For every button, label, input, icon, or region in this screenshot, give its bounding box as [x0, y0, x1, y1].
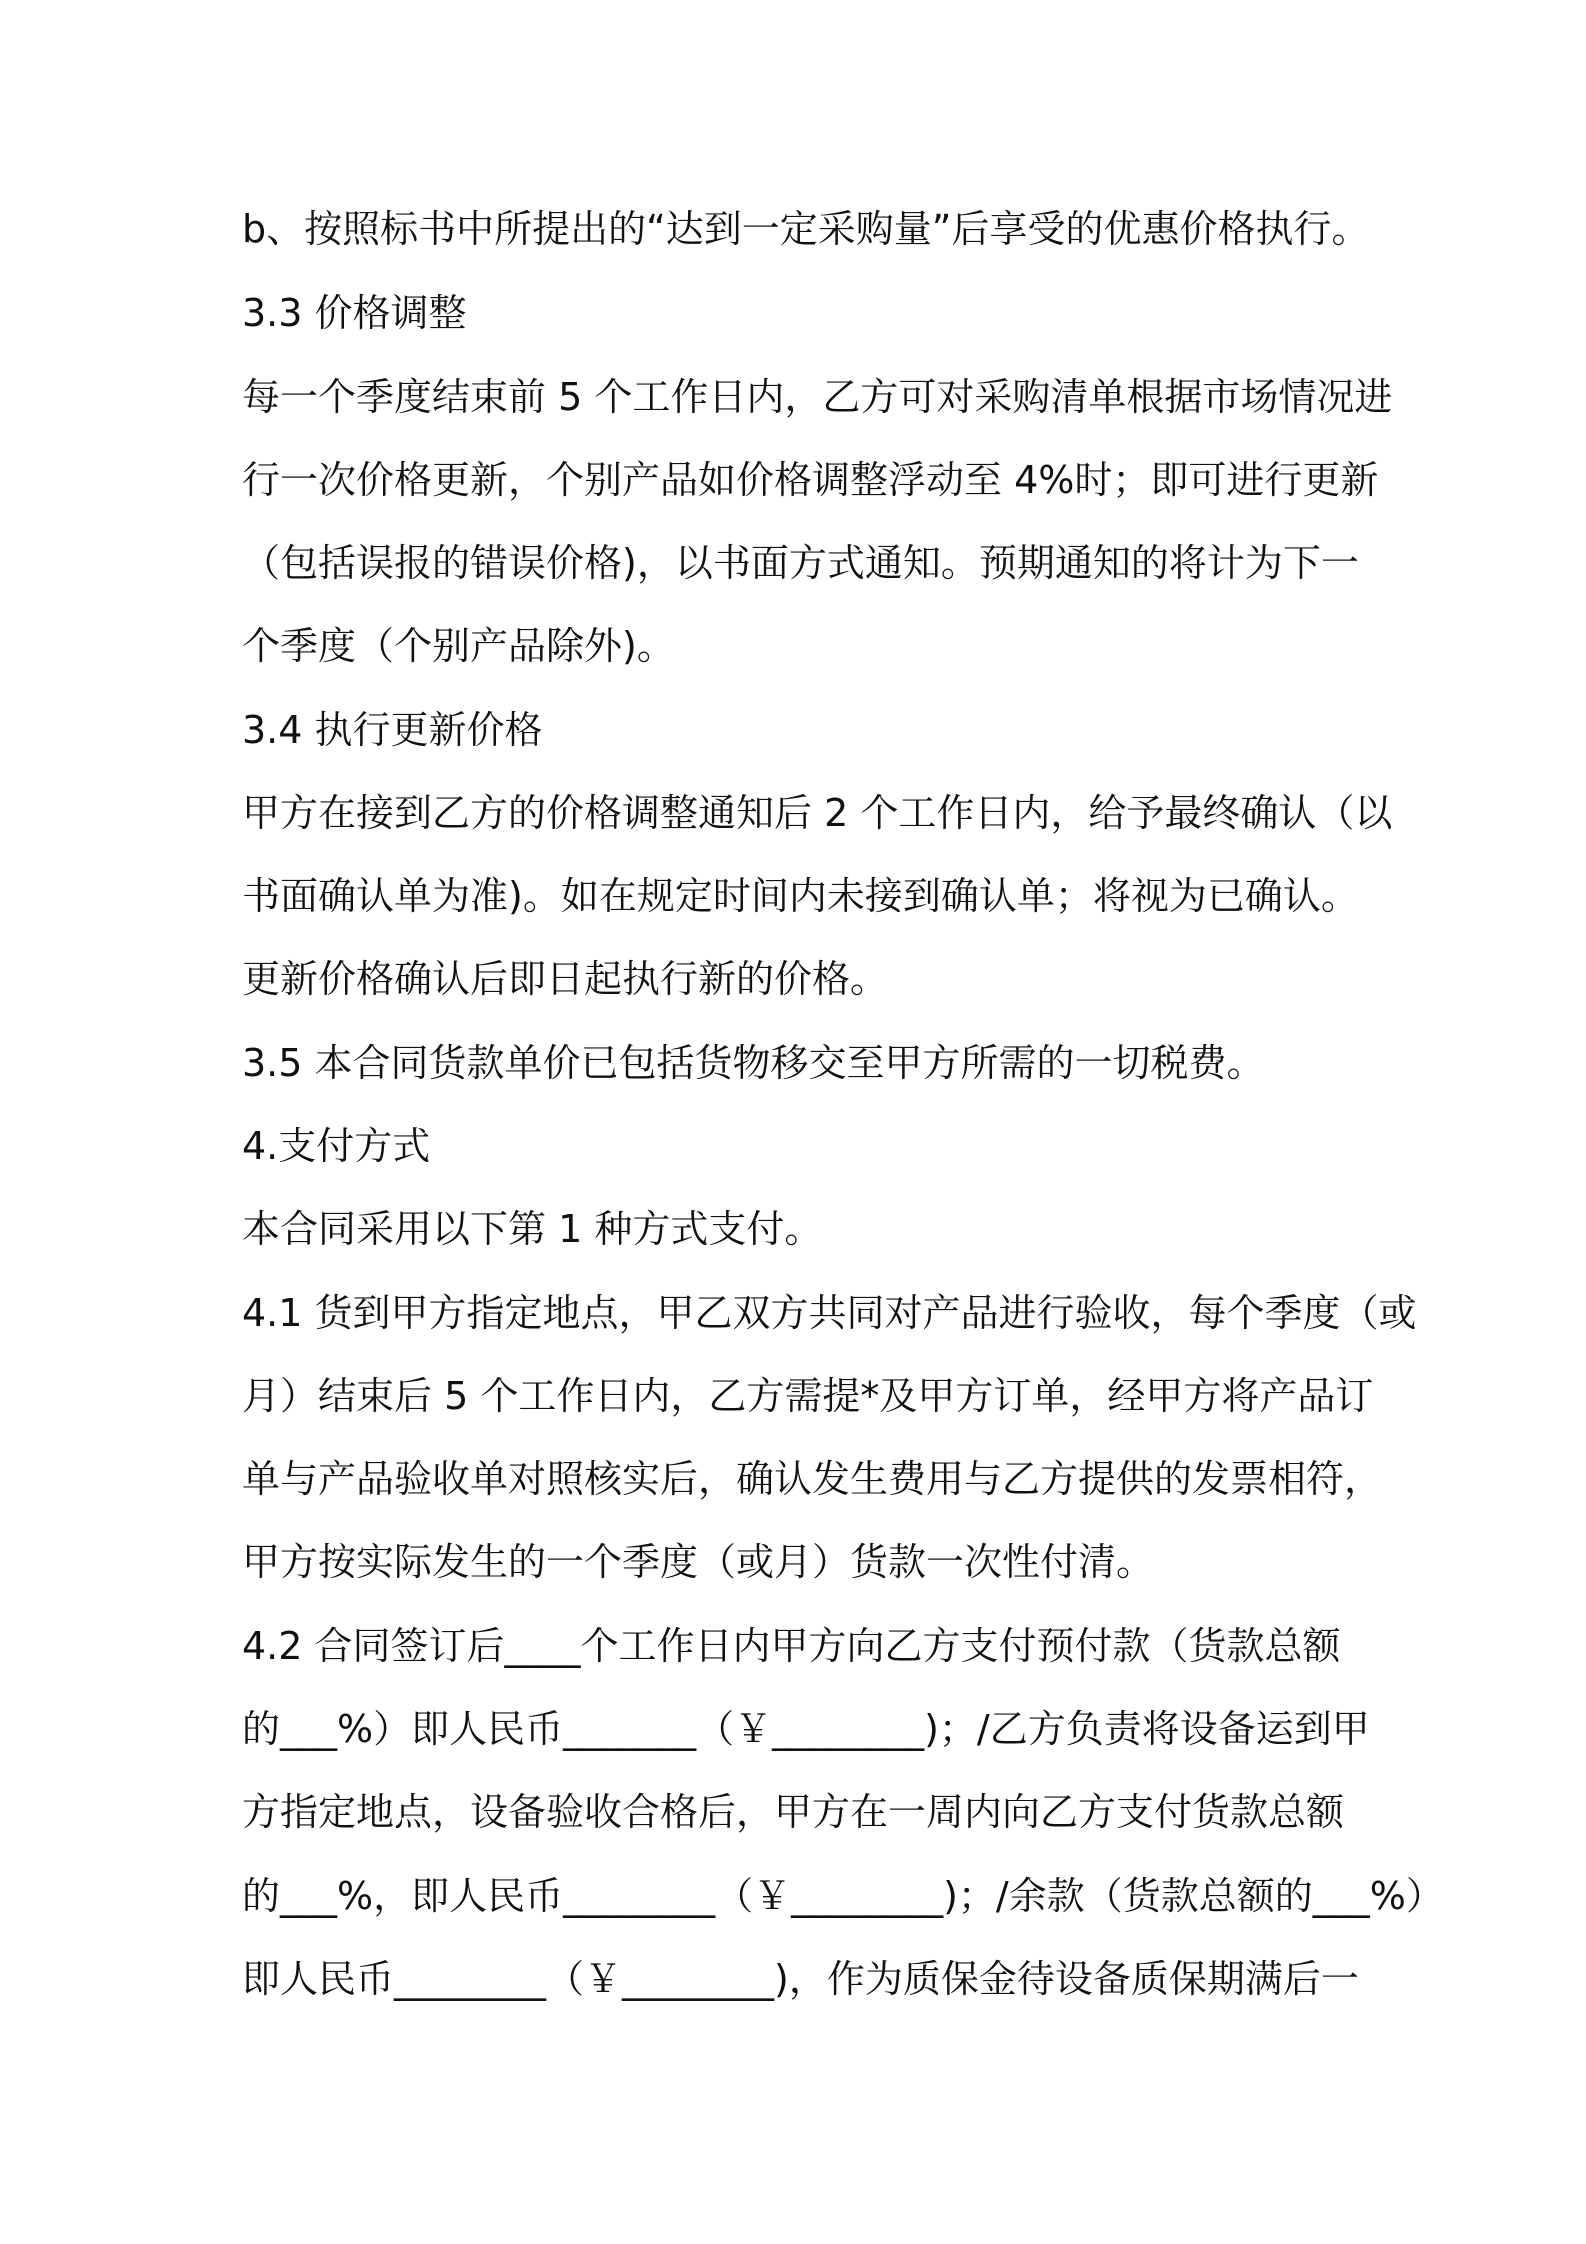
text-line-4: 行一次价格更新，个别产品如价格调整浮动至 4%时；即可进行更新	[242, 458, 1379, 502]
text-line-20: 方指定地点，设备验收合格后，甲方在一周内向乙方支付货款总额	[242, 1790, 1345, 1834]
text-line-9: 书面确认单为准)。如在规定时间内未接到确认单；将视为已确认。	[242, 874, 1359, 918]
section-heading-4: 4.支付方式	[242, 1124, 431, 1168]
text-line-15: 月）结束后 5 个工作日内，乙方需提*及甲方订单，经甲方将产品订	[242, 1374, 1374, 1418]
section-heading-3-4: 3.4 执行更新价格	[242, 708, 543, 752]
text-line-8: 甲方在接到乙方的价格调整通知后 2 个工作日内，给予最终确认（以	[242, 791, 1393, 835]
section-heading-3-3: 3.3 价格调整	[242, 291, 467, 335]
text-line-21: 的___%，即人民币________（￥________)；/余款（货款总额的___%）	[242, 1874, 1444, 1918]
text-line-16: 单与产品验收单对照核实后，确认发生费用与乙方提供的发票相符，	[242, 1457, 1383, 1501]
text-line-3: 每一个季度结束前 5 个工作日内，乙方可对采购清单根据市场情况进	[242, 375, 1393, 419]
text-line-19: 的___%）即人民币_______（￥________)；/乙方负责将设备运到甲	[242, 1707, 1370, 1751]
text-line-6: 个季度（个别产品除外)。	[242, 624, 675, 668]
text-line-1: b、按照标书中所提出的“达到一定采购量”后享受的优惠价格执行。	[242, 207, 1370, 251]
text-line-5: （包括误报的错误价格)，以书面方式通知。预期通知的将计为下一	[242, 541, 1359, 585]
text-line-10: 更新价格确认后即日起执行新的价格。	[242, 957, 889, 1001]
text-line-13: 本合同采用以下第 1 种方式支付。	[242, 1207, 823, 1251]
text-line-11: 3.5 本合同货款单价已包括货物移交至甲方所需的一切税费。	[242, 1041, 1265, 1085]
text-line-22: 即人民币________（￥________)，作为质保金待设备质保期满后一	[242, 1957, 1359, 2001]
text-line-18: 4.2 合同签订后____个工作日内甲方向乙方支付预付款（货款总额	[242, 1624, 1341, 1668]
text-line-14: 4.1 货到甲方指定地点，甲乙双方共同对产品进行验收，每个季度（或	[242, 1291, 1417, 1335]
text-line-17: 甲方按实际发生的一个季度（或月）货款一次性付清。	[242, 1540, 1155, 1584]
